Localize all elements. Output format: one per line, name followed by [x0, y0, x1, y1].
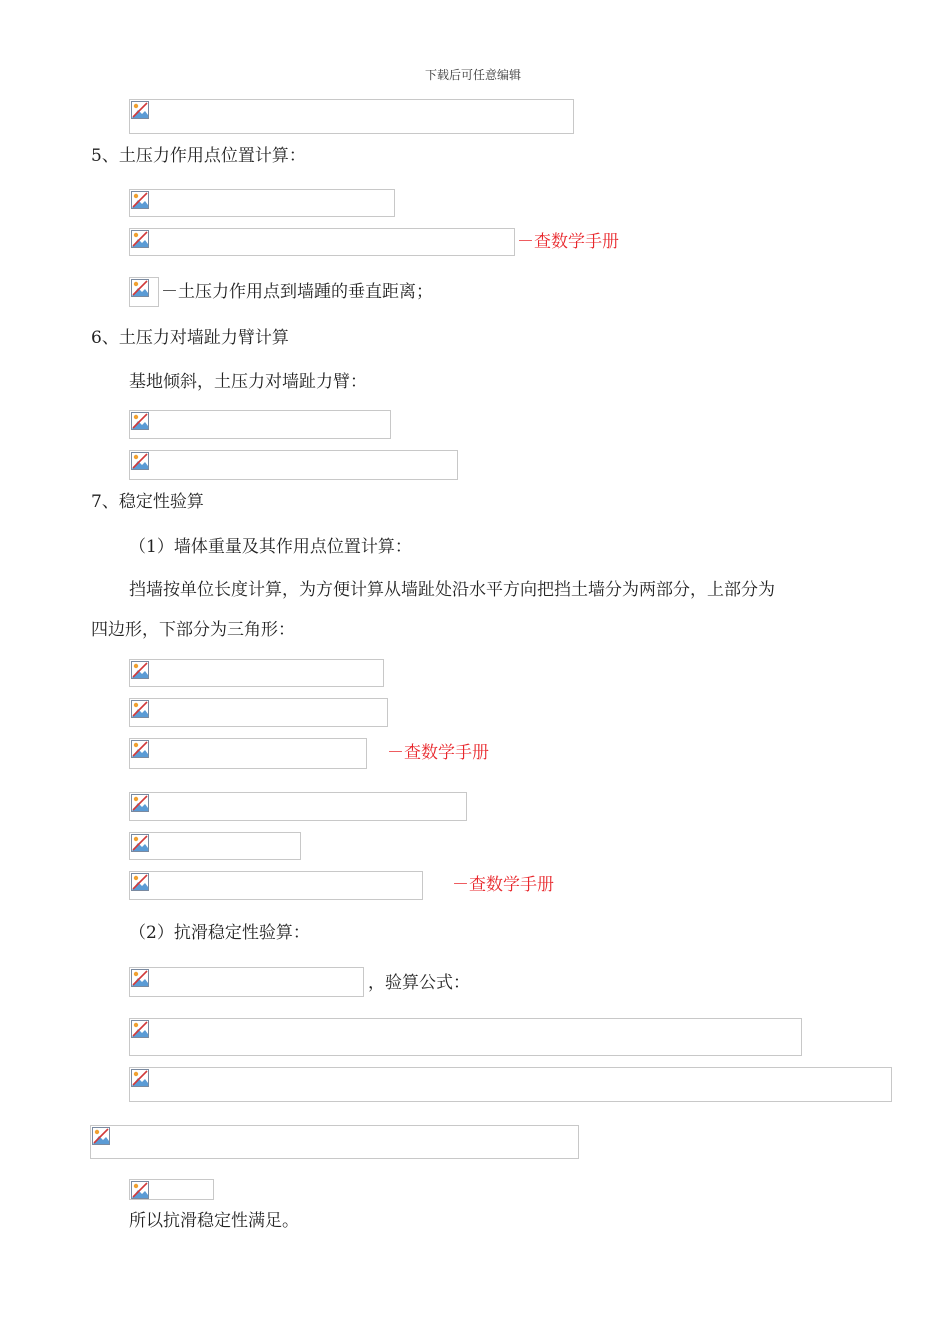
reference-note: －查数学手册	[452, 875, 554, 895]
formula-image	[129, 832, 301, 860]
formula-image	[129, 99, 574, 134]
section-6-heading: 6、土压力对墙趾力臂计算	[91, 328, 289, 348]
paragraph-text: ，验算公式：	[368, 973, 470, 993]
broken-image-icon	[131, 740, 149, 758]
broken-image-icon	[92, 1127, 110, 1145]
formula-image	[129, 1179, 214, 1200]
formula-image	[129, 1067, 892, 1102]
reference-note: －查数学手册	[387, 743, 489, 763]
subsection-heading: （1）墙体重量及其作用点位置计算：	[129, 537, 412, 557]
broken-image-icon	[131, 412, 149, 430]
broken-image-icon	[131, 279, 149, 297]
formula-image	[90, 1125, 579, 1159]
formula-image	[129, 659, 384, 687]
broken-image-icon	[131, 191, 149, 209]
section-5-heading: 5、土压力作用点位置计算：	[91, 146, 306, 166]
formula-image	[129, 410, 391, 439]
conclusion-text: 所以抗滑稳定性满足。	[129, 1211, 299, 1231]
formula-image	[129, 228, 515, 256]
formula-image	[129, 698, 388, 727]
formula-image	[129, 1018, 802, 1056]
broken-image-icon	[131, 969, 149, 987]
broken-image-icon	[131, 873, 149, 891]
section-7-heading: 7、稳定性验算	[91, 492, 204, 512]
broken-image-icon	[131, 101, 149, 119]
formula-image	[129, 450, 458, 480]
broken-image-icon	[131, 661, 149, 679]
reference-note: －查数学手册	[517, 232, 619, 252]
formula-image	[129, 738, 367, 769]
formula-image	[129, 967, 364, 997]
symbol-description: －土压力作用点到墙踵的垂直距离；	[161, 282, 433, 302]
symbol-image	[129, 277, 159, 307]
broken-image-icon	[131, 794, 149, 812]
broken-image-icon	[131, 452, 149, 470]
formula-image	[129, 871, 423, 900]
page-header: 下载后可任意编辑	[425, 68, 522, 82]
broken-image-icon	[131, 230, 149, 248]
paragraph-text: 挡墙按单位长度计算，为方便计算从墙趾处沿水平方向把挡土墙分为两部分，上部分为	[129, 580, 775, 600]
broken-image-icon	[131, 1020, 149, 1038]
formula-image	[129, 189, 395, 217]
broken-image-icon	[131, 1181, 149, 1199]
broken-image-icon	[131, 834, 149, 852]
subsection-heading: （2）抗滑稳定性验算：	[129, 923, 310, 943]
paragraph-text: 四边形，下部分为三角形：	[91, 620, 295, 640]
broken-image-icon	[131, 700, 149, 718]
formula-image	[129, 792, 467, 821]
broken-image-icon	[131, 1069, 149, 1087]
paragraph-text: 基地倾斜，土压力对墙趾力臂：	[129, 372, 367, 392]
